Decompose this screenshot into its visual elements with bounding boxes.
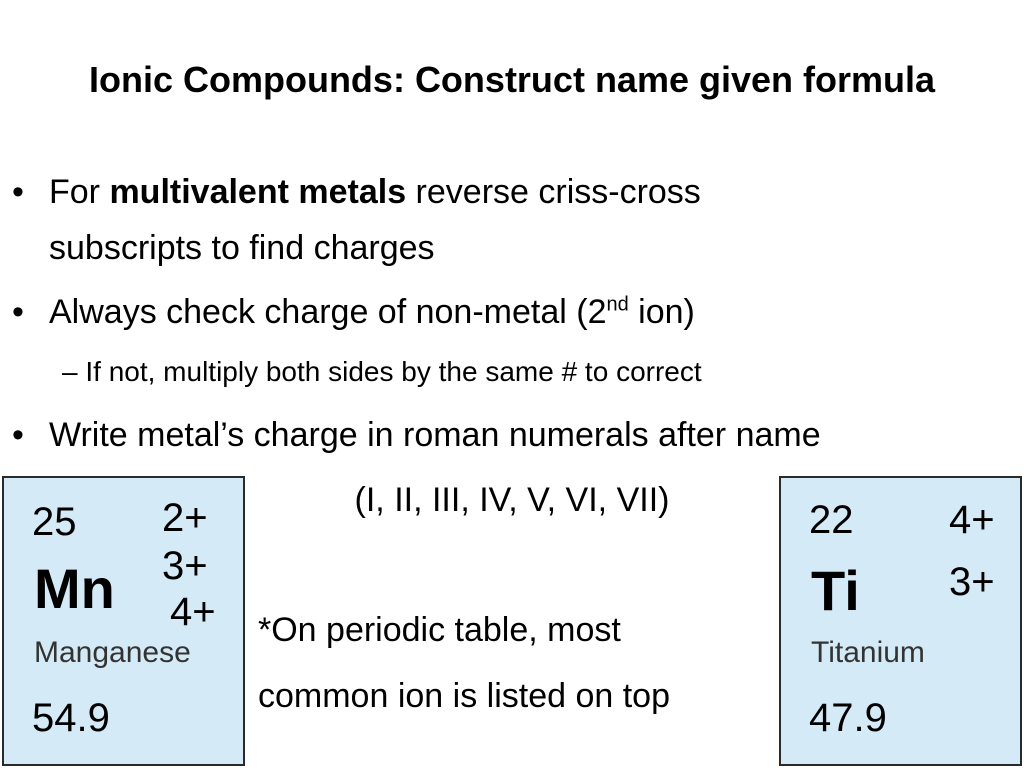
bullet-dot: • bbox=[12, 416, 24, 454]
bullet-dot: • bbox=[12, 173, 24, 211]
bullet-text bbox=[49, 170, 701, 214]
atomic-mass: 47.9 bbox=[809, 696, 887, 740]
element-tile-titanium bbox=[779, 476, 1022, 766]
note-line-2: common ion is listed on top bbox=[258, 677, 670, 715]
sub-bullet-multiply: – If not, multiply both sides by the same # to correct bbox=[62, 356, 702, 387]
bullet-text-line2: subscripts to find charges bbox=[49, 229, 435, 267]
charge-tertiary: 4+ bbox=[170, 590, 216, 634]
slide-title: Ionic Compounds: Construct name given formula bbox=[88, 59, 936, 100]
bullet-text-pre: Always check charge of non-metal (2 bbox=[49, 293, 607, 331]
bullet-text: Write metal’s charge in roman numerals after name bbox=[49, 416, 821, 454]
bullet-text-post: reverse criss-cross bbox=[406, 173, 701, 211]
bullet-text-pre: For bbox=[49, 173, 110, 211]
atomic-number: 25 bbox=[32, 500, 77, 544]
charge-primary: 4+ bbox=[949, 498, 995, 542]
atomic-mass: 54.9 bbox=[32, 696, 110, 740]
bullet-dot: • bbox=[12, 293, 24, 331]
bullet-text-post: ion) bbox=[628, 293, 695, 331]
element-symbol: Ti bbox=[811, 559, 860, 622]
element-symbol: Mn bbox=[34, 557, 115, 620]
bullet-text-bold: multivalent metals bbox=[109, 173, 407, 211]
charge-secondary: 3+ bbox=[949, 560, 995, 604]
superscript: nd bbox=[606, 293, 629, 316]
element-name: Manganese bbox=[34, 636, 191, 669]
note-line-1: *On periodic table, most bbox=[258, 611, 621, 649]
element-name: Titanium bbox=[811, 636, 925, 669]
roman-numerals-list: (I, II, III, IV, V, VI, VII) bbox=[354, 481, 670, 519]
charge-secondary: 3+ bbox=[162, 544, 208, 588]
charge-primary: 2+ bbox=[162, 496, 208, 540]
element-tile-manganese bbox=[2, 476, 245, 766]
bullet-text bbox=[49, 290, 695, 334]
atomic-number: 22 bbox=[809, 498, 854, 542]
